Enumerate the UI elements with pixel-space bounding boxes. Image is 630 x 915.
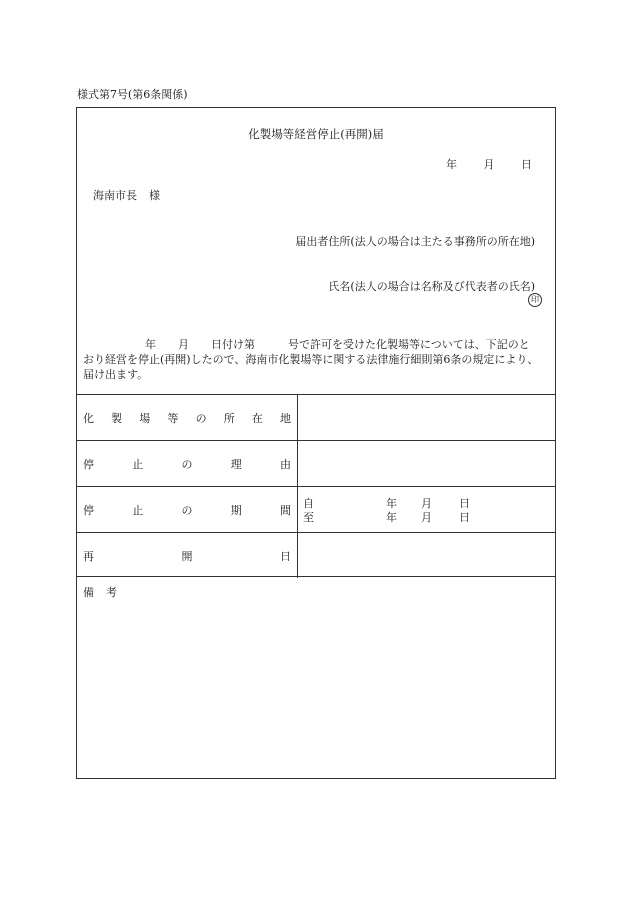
applicant-address-label: 届出者住所(法人の場合は主たる事務所の所在地) [295, 235, 535, 248]
label-char: 場 [139, 411, 151, 425]
label-char: 停 [83, 503, 94, 517]
to-month: 月 [421, 511, 432, 524]
label-char: 所 [223, 411, 235, 425]
label-remarks [83, 584, 117, 600]
body-rest: おり経営を停止(再開)したので、海南市化製場等に関する法律施行細則第6条の規定により、届け出ます。 [83, 353, 539, 381]
label-char: の [181, 457, 193, 471]
details-table [77, 394, 555, 578]
to-day: 日 [459, 511, 470, 524]
label-suspension-reason [83, 441, 291, 486]
row-facility-location [77, 394, 555, 440]
seal-mark: 印 [528, 293, 542, 307]
label-char: 理 [230, 457, 242, 471]
from-day: 日 [459, 497, 470, 510]
label-char: 止 [132, 457, 144, 471]
label-char: 日 [280, 549, 291, 563]
remarks-section [77, 576, 555, 599]
body-lead: 年 月 日付け第 号で許可を受けた化製場等については、下記のと [145, 338, 530, 351]
column-divider [297, 487, 298, 532]
label-char: の [181, 503, 193, 517]
month-label: 月 [483, 158, 495, 171]
label-facility-location [83, 395, 291, 440]
addressee-name: 海南市長 [93, 189, 137, 202]
form-frame [76, 107, 556, 779]
period-values [303, 495, 470, 523]
label-char: 由 [280, 457, 291, 471]
day-label: 日 [521, 158, 532, 171]
row-suspension-reason [77, 440, 555, 486]
column-divider [297, 533, 298, 578]
label-char: 考 [106, 586, 117, 599]
from-month: 月 [421, 497, 432, 510]
period-to [303, 509, 470, 523]
addressee [93, 187, 160, 203]
to-year: 年 [386, 511, 397, 524]
label-char: 製 [111, 411, 123, 425]
label-char: 地 [279, 411, 291, 425]
submission-date [446, 156, 532, 172]
label-char: 再 [83, 549, 94, 563]
row-reopening-date [77, 532, 555, 578]
label-char: 間 [280, 503, 291, 517]
to-label: 至 [303, 511, 314, 524]
period-from [303, 495, 470, 509]
label-reopening-date [83, 533, 291, 578]
from-label: 自 [303, 497, 314, 510]
form-number: 様式第7号(第6条関係) [77, 88, 188, 101]
year-label: 年 [446, 158, 457, 171]
from-year: 年 [386, 497, 397, 510]
label-char: の [195, 411, 207, 425]
label-char: 開 [181, 549, 193, 563]
label-char: 等 [167, 411, 179, 425]
label-suspension-period [83, 487, 291, 532]
label-char: 期 [230, 503, 242, 517]
addressee-honorific: 様 [149, 189, 160, 202]
label-char: 止 [132, 503, 144, 517]
label-char: 備 [83, 586, 94, 599]
label-char: 化 [83, 411, 94, 425]
notification-body [83, 337, 547, 382]
label-char: 停 [83, 457, 94, 471]
column-divider [297, 395, 298, 440]
applicant-name-label: 氏名(法人の場合は名称及び代表者の氏名) [328, 280, 535, 293]
label-char: 在 [251, 411, 263, 425]
row-suspension-period [77, 486, 555, 532]
form-title: 化製場等経営停止(再開)届 [248, 127, 384, 141]
column-divider [297, 441, 298, 486]
